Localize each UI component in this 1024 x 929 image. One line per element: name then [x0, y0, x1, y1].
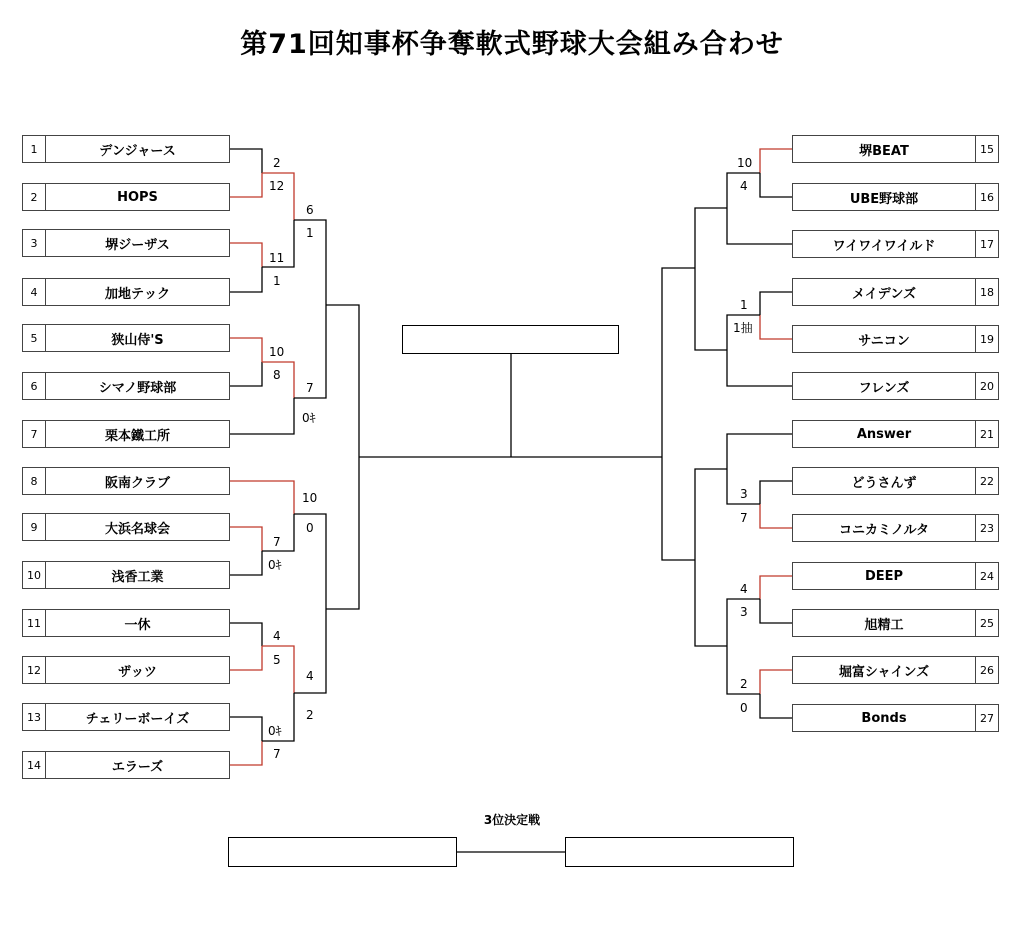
team-slot [22, 278, 230, 306]
team-number: 4 [23, 279, 46, 305]
score-label: 10 [302, 491, 318, 505]
team-name: UBE野球部 [849, 191, 919, 207]
team-slot [22, 656, 230, 684]
score-label: 10 [737, 156, 753, 170]
score-label: 4 [740, 582, 748, 596]
team-name: DEEP [864, 568, 904, 584]
team-number: 9 [23, 514, 46, 540]
score-label: 5 [273, 653, 281, 667]
score-label: 1 [306, 226, 314, 240]
team-number: 27 [975, 705, 998, 731]
team-slot [792, 278, 999, 306]
team-name: 加地テック [104, 286, 170, 302]
score-label: 7 [306, 381, 314, 395]
team-slot [22, 561, 230, 589]
score-label: 4 [306, 669, 314, 683]
score-label: 8 [273, 368, 281, 382]
score-label: 0 [306, 521, 314, 535]
team-number: 12 [23, 657, 46, 683]
score-label: 0 [740, 701, 748, 715]
team-number: 14 [23, 752, 46, 778]
team-slot [792, 609, 999, 637]
team-name: チェリーボーイズ [85, 711, 190, 727]
team-name: 一休 [124, 617, 151, 633]
team-number: 20 [975, 373, 998, 399]
team-name: ザッツ [118, 664, 157, 680]
team-slot [792, 562, 999, 590]
team-name: HOPS [117, 189, 158, 205]
team-slot [22, 229, 230, 257]
team-name: サニコン [858, 333, 910, 349]
champion-box [402, 325, 619, 354]
team-name: フレンズ [858, 380, 910, 396]
third-place-box-right [565, 837, 794, 867]
team-name: コニカミノルタ [839, 522, 929, 538]
team-slot [22, 135, 230, 163]
team-slot [792, 514, 999, 542]
page-title: 第71回知事杯争奪軟式野球大会組み合わせ [240, 29, 784, 60]
team-slot [22, 467, 230, 495]
third-place-box-left [228, 837, 457, 867]
team-slot [792, 372, 999, 400]
score-label: 6 [306, 203, 314, 217]
team-name: Bonds [861, 710, 907, 726]
score-label: 1 [740, 298, 748, 312]
team-number: 10 [23, 562, 46, 588]
team-slot [22, 751, 230, 779]
team-number: 13 [23, 704, 46, 730]
score-label: 2 [273, 156, 281, 170]
team-name: ワイワイワイルド [832, 238, 936, 254]
score-label: 2 [740, 677, 748, 691]
team-number: 18 [975, 279, 998, 305]
team-number: 17 [975, 231, 998, 257]
team-number: 2 [23, 184, 46, 210]
score-label: 4 [740, 179, 748, 193]
team-number: 8 [23, 468, 46, 494]
team-slot [22, 372, 230, 400]
team-slot [792, 656, 999, 684]
team-name: 浅香工業 [111, 569, 164, 585]
team-number: 11 [23, 610, 46, 636]
score-label: 1 [273, 274, 281, 288]
team-number: 26 [975, 657, 998, 683]
score-label: 10 [269, 345, 285, 359]
team-number: 15 [975, 136, 998, 162]
team-slot [792, 183, 999, 211]
team-slot [792, 420, 999, 448]
score-label: 0ｷ [268, 724, 282, 738]
team-name: 堀富シャインズ [838, 664, 930, 680]
team-number: 21 [975, 421, 998, 447]
team-number: 19 [975, 326, 998, 352]
team-slot [792, 704, 999, 732]
team-slot [22, 513, 230, 541]
team-name: 堺BEAT [859, 143, 909, 159]
score-label: 7 [273, 535, 281, 549]
score-label: 1抽 [733, 321, 753, 335]
score-label: 11 [269, 251, 285, 265]
team-name: デンジャース [99, 143, 176, 159]
team-number: 6 [23, 373, 46, 399]
team-name: シマノ野球部 [98, 380, 177, 396]
team-number: 5 [23, 325, 46, 351]
team-slot [792, 467, 999, 495]
team-slot [792, 135, 999, 163]
team-number: 22 [975, 468, 998, 494]
team-name: 狭山侍'S [111, 332, 164, 348]
team-name: 旭精工 [864, 617, 904, 633]
team-slot [22, 703, 230, 731]
team-name: メイデンズ [851, 286, 917, 302]
team-number: 24 [975, 563, 998, 589]
team-name: 阪南クラブ [104, 475, 170, 491]
team-slot [792, 230, 999, 258]
team-name: エラーズ [111, 759, 164, 775]
team-slot [22, 609, 230, 637]
score-label: 7 [740, 511, 748, 525]
team-number: 7 [23, 421, 46, 447]
team-name: 大浜名球会 [104, 521, 170, 537]
team-name: Answer [856, 426, 912, 442]
third-place-label: 3位決定戦 [483, 813, 541, 827]
team-number: 16 [975, 184, 998, 210]
team-number: 3 [23, 230, 46, 256]
score-label: 12 [269, 179, 285, 193]
team-slot [792, 325, 999, 353]
team-number: 1 [23, 136, 46, 162]
score-label: 7 [273, 747, 281, 761]
team-name: 堺ジーザス [105, 237, 170, 253]
team-name: どうさんず [851, 475, 917, 491]
team-number: 25 [975, 610, 998, 636]
score-label: 3 [740, 487, 748, 501]
team-slot [22, 324, 230, 352]
team-name: 栗本鐵工所 [104, 428, 170, 444]
team-slot [22, 420, 230, 448]
score-label: 3 [740, 605, 748, 619]
score-label: 4 [273, 629, 281, 643]
team-number: 23 [975, 515, 998, 541]
team-slot [22, 183, 230, 211]
score-label: 0ｷ [302, 411, 316, 425]
score-label: 2 [306, 708, 314, 722]
score-label: 0ｷ [268, 558, 282, 572]
